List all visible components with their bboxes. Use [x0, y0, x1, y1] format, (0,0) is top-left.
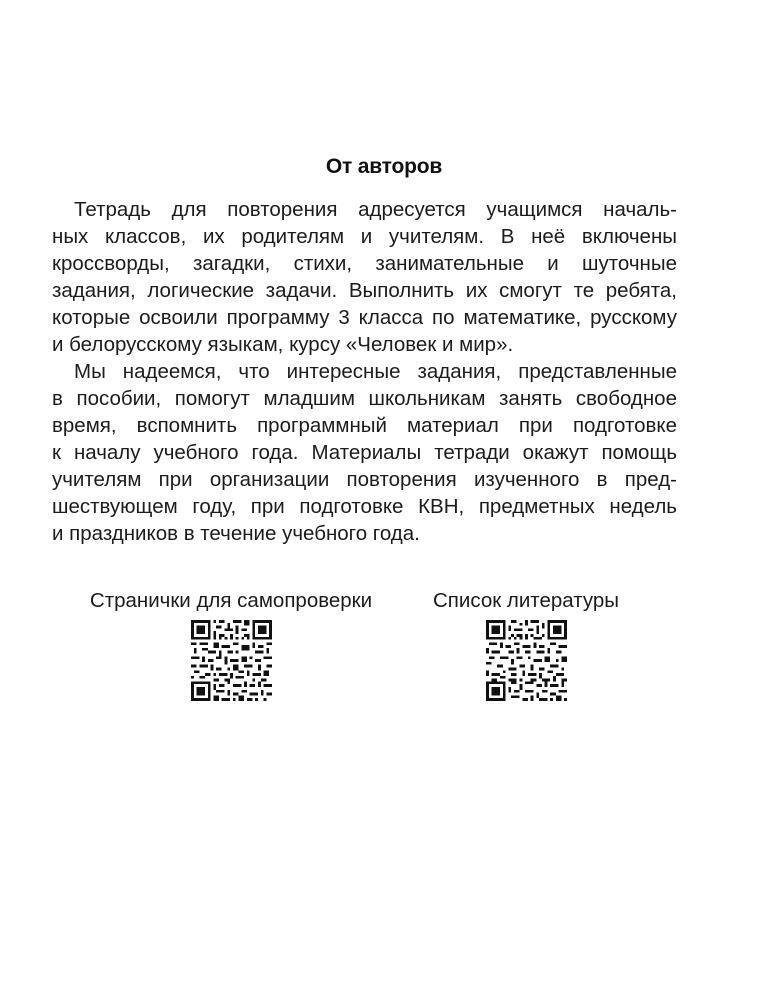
text-line: Тетрадь для повторения адресуется учащимся началь-: [74, 198, 677, 221]
text-line: которые освоили программу 3 класса по математике, русскому: [52, 306, 677, 329]
text-line: к началу учебного года. Материалы тетради окажут помощь: [52, 441, 677, 464]
paragraph-1: [52, 196, 677, 358]
qr-links-section: [0, 588, 768, 718]
text-line: задания, логические задачи. Выполнить их смогут те ребята,: [52, 279, 677, 302]
qr-caption-bibliography: Список литературы: [432, 589, 619, 612]
text-line: учителям при организации повторения изученного в пред-: [52, 468, 677, 491]
text-line: Мы надеемся, что интересные задания, представленные: [74, 360, 677, 383]
qr-block-self-check: [78, 588, 384, 701]
text-line: кроссворды, загадки, стихи, занимательные и шуточные: [52, 252, 677, 275]
text-line: время, вспомнить программный материал при подготовке: [52, 414, 677, 437]
qr-caption-self-check: Странички для самопроверки: [89, 589, 373, 612]
qr-code-icon[interactable]: [191, 620, 272, 701]
text-line: ных классов, их родителям и учителям. В неё включены: [52, 225, 677, 248]
text-line: шествующем году, при подготовке КВН, предметных недель: [52, 495, 677, 518]
text-line: в пособии, помогут младшим школьникам занять свободное: [52, 387, 677, 410]
text-line: и праздников в течение учебного года.: [52, 522, 420, 545]
paragraph-2: [52, 358, 677, 547]
qr-block-bibliography: [418, 588, 634, 701]
authors-foreword-text: [52, 196, 677, 547]
qr-code-icon[interactable]: [486, 620, 567, 701]
text-line: и белорусскому языкам, курсу «Человек и мир».: [52, 333, 514, 356]
page-title: От авторов: [325, 155, 443, 178]
